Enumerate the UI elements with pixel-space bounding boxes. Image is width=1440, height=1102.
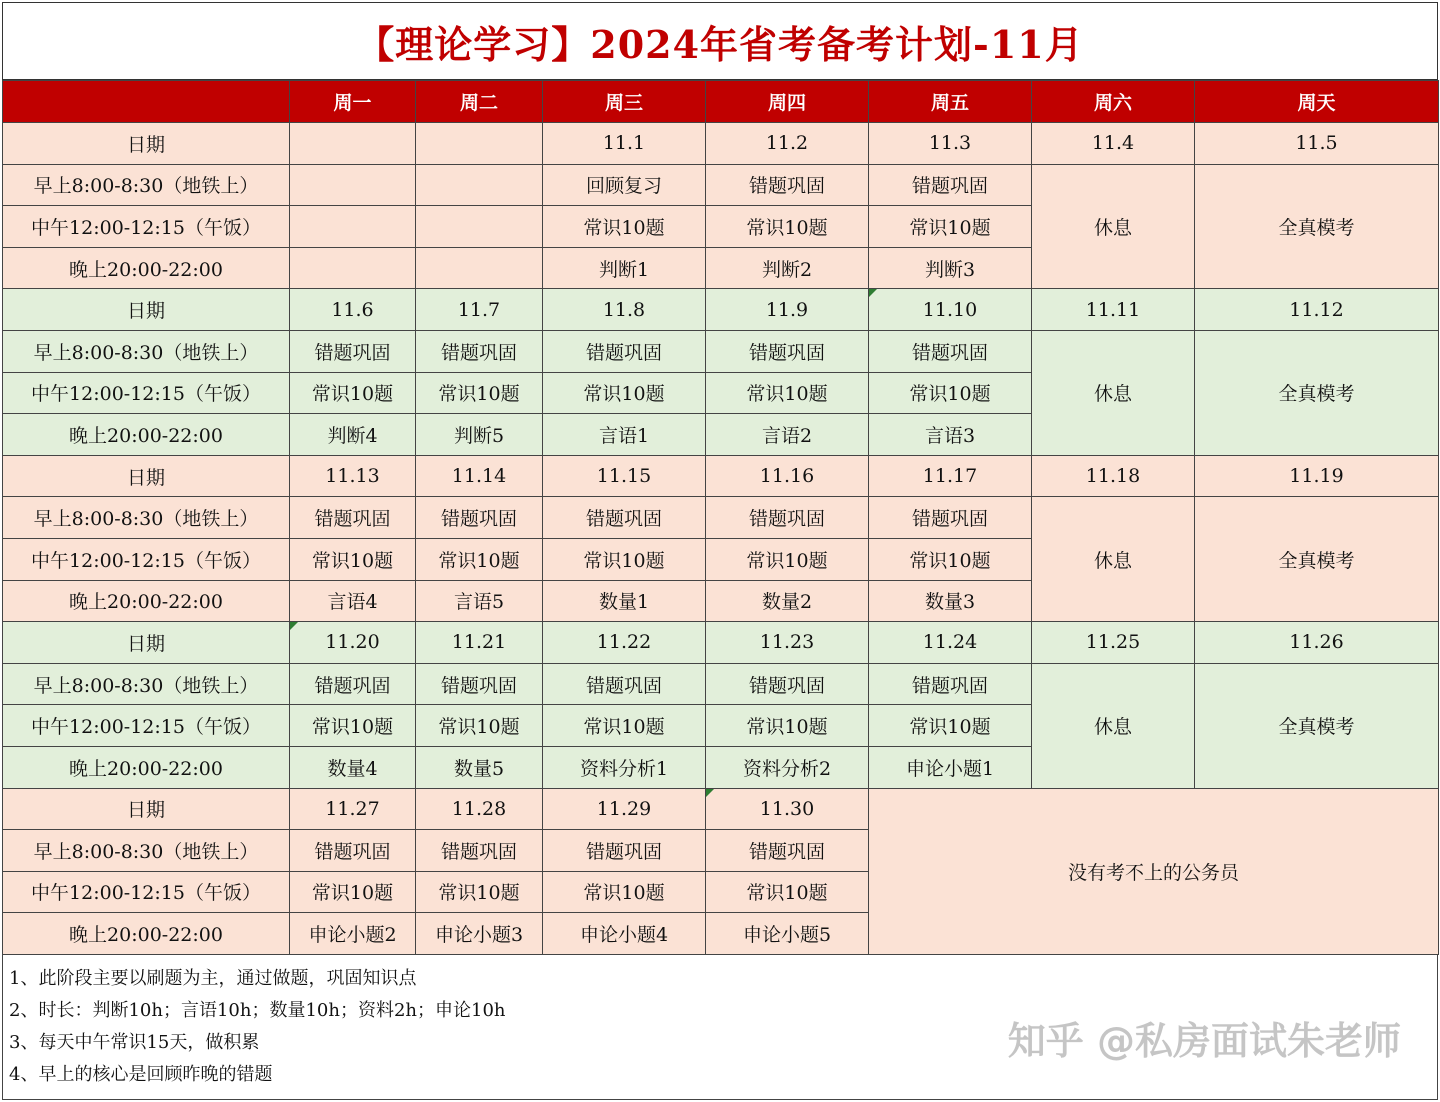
task-cell: 常识10题	[543, 538, 706, 580]
task-cell: 错题巩固	[869, 663, 1032, 705]
task-cell: 常识10题	[706, 372, 869, 414]
task-cell: 错题巩固	[543, 663, 706, 705]
header-mon: 周一	[290, 81, 416, 123]
task-cell: 数量5	[416, 746, 543, 788]
header-corner	[3, 81, 290, 123]
task-cell: 错题巩固	[869, 497, 1032, 539]
task-cell: 错题巩固	[543, 830, 706, 872]
task-cell: 错题巩固	[290, 830, 416, 872]
date-cell: 11.5	[1195, 123, 1439, 165]
saturday-rest-cell: 休息	[1032, 330, 1195, 455]
task-cell: 错题巩固	[706, 164, 869, 206]
note-item: 4、早上的核心是回顾昨晚的错题	[9, 1064, 273, 1085]
date-cell: 11.25	[1032, 622, 1195, 664]
task-cell	[290, 206, 416, 248]
task-cell: 常识10题	[869, 538, 1032, 580]
week3-morning-row	[3, 497, 1439, 539]
evening-label: 晚上20:00-22:00	[3, 414, 290, 456]
task-cell	[416, 247, 543, 289]
task-cell: 判断4	[290, 414, 416, 456]
date-cell: 11.29	[543, 788, 706, 830]
task-cell: 数量3	[869, 580, 1032, 622]
task-cell: 错题巩固	[416, 497, 543, 539]
saturday-rest-cell: 休息	[1032, 164, 1195, 289]
date-cell: 11.1	[543, 123, 706, 165]
task-cell: 资料分析1	[543, 746, 706, 788]
task-cell: 错题巩固	[416, 330, 543, 372]
task-cell: 回顾复习	[543, 164, 706, 206]
task-cell: 申论小题2	[290, 913, 416, 955]
date-cell: 11.12	[1195, 289, 1439, 331]
task-cell: 常识10题	[416, 705, 543, 747]
task-cell: 常识10题	[416, 372, 543, 414]
notes-section	[2, 954, 1438, 1100]
task-cell: 判断5	[416, 414, 543, 456]
evening-label: 晚上20:00-22:00	[3, 913, 290, 955]
date-label: 日期	[3, 622, 290, 664]
date-label: 日期	[3, 455, 290, 497]
evening-label: 晚上20:00-22:00	[3, 746, 290, 788]
header-fri: 周五	[869, 81, 1032, 123]
sunday-mock-exam-cell: 全真模考	[1195, 663, 1439, 788]
task-cell	[416, 164, 543, 206]
noon-label: 中午12:00-12:15（午饭）	[3, 705, 290, 747]
task-cell: 错题巩固	[416, 830, 543, 872]
date-cell: 11.15	[543, 455, 706, 497]
task-cell: 常识10题	[706, 538, 869, 580]
header-sat: 周六	[1032, 81, 1195, 123]
task-cell	[416, 206, 543, 248]
task-cell: 判断3	[869, 247, 1032, 289]
week2-morning-row	[3, 330, 1439, 372]
morning-label: 早上8:00-8:30（地铁上）	[3, 497, 290, 539]
week1-date-row	[3, 123, 1439, 165]
task-cell: 常识10题	[290, 705, 416, 747]
morning-label: 早上8:00-8:30（地铁上）	[3, 663, 290, 705]
task-cell: 言语1	[543, 414, 706, 456]
task-cell: 常识10题	[290, 538, 416, 580]
date-cell: 11.23	[706, 622, 869, 664]
date-cell: 11.26	[1195, 622, 1439, 664]
task-cell: 数量2	[706, 580, 869, 622]
task-cell: 言语5	[416, 580, 543, 622]
task-cell: 常识10题	[706, 871, 869, 913]
task-cell: 错题巩固	[869, 164, 1032, 206]
task-cell: 错题巩固	[543, 497, 706, 539]
task-cell: 错题巩固	[869, 330, 1032, 372]
task-cell	[290, 247, 416, 289]
saturday-rest-cell: 休息	[1032, 663, 1195, 788]
header-row	[3, 81, 1439, 123]
date-cell: 11.6	[290, 289, 416, 331]
task-cell: 言语3	[869, 414, 1032, 456]
date-cell: 11.13	[290, 455, 416, 497]
task-cell: 错题巩固	[543, 330, 706, 372]
noon-label: 中午12:00-12:15（午饭）	[3, 372, 290, 414]
date-cell	[290, 123, 416, 165]
date-cell: 11.3	[869, 123, 1032, 165]
date-label: 日期	[3, 788, 290, 830]
task-cell: 错题巩固	[290, 330, 416, 372]
date-cell: 11.4	[1032, 123, 1195, 165]
task-cell: 常识10题	[706, 206, 869, 248]
task-cell: 常识10题	[416, 538, 543, 580]
date-cell: 11.21	[416, 622, 543, 664]
date-cell	[416, 123, 543, 165]
date-cell: 11.24	[869, 622, 1032, 664]
task-cell: 错题巩固	[706, 663, 869, 705]
noon-label: 中午12:00-12:15（午饭）	[3, 871, 290, 913]
task-cell: 常识10题	[543, 705, 706, 747]
morning-label: 早上8:00-8:30（地铁上）	[3, 830, 290, 872]
header-sun: 周天	[1195, 81, 1439, 123]
date-cell: 11.30	[706, 788, 869, 830]
task-cell: 数量1	[543, 580, 706, 622]
week2-date-row	[3, 289, 1439, 331]
sunday-mock-exam-cell: 全真模考	[1195, 164, 1439, 289]
header-wed: 周三	[543, 81, 706, 123]
task-cell: 常识10题	[869, 705, 1032, 747]
header-thu: 周四	[706, 81, 869, 123]
task-cell: 常识10题	[869, 372, 1032, 414]
date-cell: 11.9	[706, 289, 869, 331]
date-cell: 11.22	[543, 622, 706, 664]
task-cell	[290, 164, 416, 206]
study-plan-table	[2, 80, 1439, 955]
week4-date-row	[3, 622, 1439, 664]
week3-date-row	[3, 455, 1439, 497]
task-cell: 常识10题	[543, 871, 706, 913]
task-cell: 资料分析2	[706, 746, 869, 788]
note-item: 3、每天中午常识15天，做积累	[9, 1032, 260, 1053]
evening-label: 晚上20:00-22:00	[3, 247, 290, 289]
date-cell: 11.19	[1195, 455, 1439, 497]
task-cell: 常识10题	[543, 372, 706, 414]
week5-date-row	[3, 788, 1439, 830]
date-cell: 11.16	[706, 455, 869, 497]
slogan-banner: 没有考不上的公务员	[869, 788, 1439, 954]
watermark: 知乎 @私房面试朱老师	[1007, 1019, 1401, 1063]
noon-label: 中午12:00-12:15（午饭）	[3, 206, 290, 248]
note-item: 2、时长：判断10h；言语10h；数量10h；资料2h；申论10h	[9, 1000, 506, 1021]
task-cell: 常识10题	[869, 206, 1032, 248]
date-cell: 11.20	[290, 622, 416, 664]
task-cell: 申论小题3	[416, 913, 543, 955]
date-cell: 11.7	[416, 289, 543, 331]
sunday-mock-exam-cell: 全真模考	[1195, 330, 1439, 455]
evening-label: 晚上20:00-22:00	[3, 580, 290, 622]
morning-label: 早上8:00-8:30（地铁上）	[3, 330, 290, 372]
date-cell: 11.28	[416, 788, 543, 830]
task-cell: 申论小题1	[869, 746, 1032, 788]
saturday-rest-cell: 休息	[1032, 497, 1195, 622]
date-cell: 11.8	[543, 289, 706, 331]
task-cell: 错题巩固	[290, 663, 416, 705]
task-cell: 言语2	[706, 414, 869, 456]
task-cell: 常识10题	[290, 372, 416, 414]
task-cell: 错题巩固	[290, 497, 416, 539]
date-cell: 11.27	[290, 788, 416, 830]
noon-label: 中午12:00-12:15（午饭）	[3, 538, 290, 580]
task-cell: 判断1	[543, 247, 706, 289]
date-cell: 11.11	[1032, 289, 1195, 331]
task-cell: 错题巩固	[706, 330, 869, 372]
date-cell: 11.17	[869, 455, 1032, 497]
week1-morning-row	[3, 164, 1439, 206]
date-label: 日期	[3, 289, 290, 331]
sunday-mock-exam-cell: 全真模考	[1195, 497, 1439, 622]
date-cell: 11.14	[416, 455, 543, 497]
task-cell: 言语4	[290, 580, 416, 622]
note-item: 1、此阶段主要以刷题为主，通过做题，巩固知识点	[9, 968, 417, 989]
task-cell: 常识10题	[290, 871, 416, 913]
task-cell: 常识10题	[706, 705, 869, 747]
date-cell: 11.10	[869, 289, 1032, 331]
task-cell: 常识10题	[416, 871, 543, 913]
task-cell: 申论小题5	[706, 913, 869, 955]
date-cell: 11.18	[1032, 455, 1195, 497]
morning-label: 早上8:00-8:30（地铁上）	[3, 164, 290, 206]
header-tue: 周二	[416, 81, 543, 123]
date-cell: 11.2	[706, 123, 869, 165]
task-cell: 错题巩固	[416, 663, 543, 705]
date-label: 日期	[3, 123, 290, 165]
task-cell: 错题巩固	[706, 497, 869, 539]
page-title: 【理论学习】2024年省考备考计划-11月	[2, 2, 1438, 80]
week4-morning-row	[3, 663, 1439, 705]
task-cell: 数量4	[290, 746, 416, 788]
task-cell: 申论小题4	[543, 913, 706, 955]
task-cell: 错题巩固	[706, 830, 869, 872]
task-cell: 常识10题	[543, 206, 706, 248]
task-cell: 判断2	[706, 247, 869, 289]
